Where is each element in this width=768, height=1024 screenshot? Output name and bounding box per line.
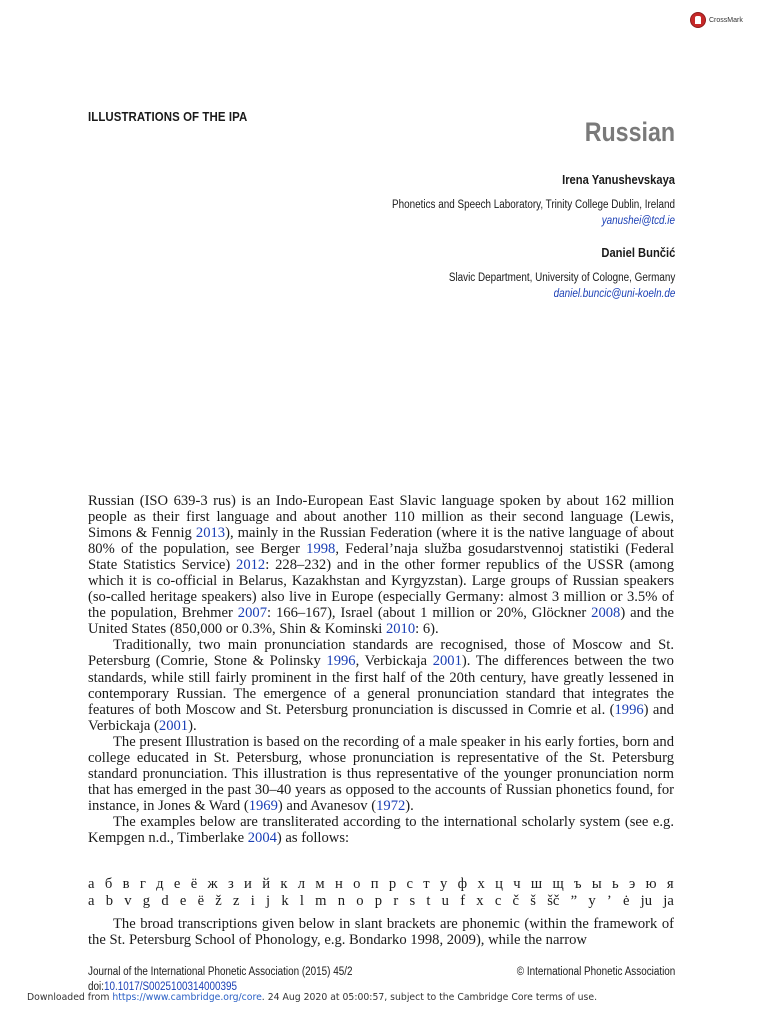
text-run: ) as follows: xyxy=(276,829,350,846)
citation-link[interactable]: 2009 xyxy=(446,932,476,949)
author-affiliation: Slavic Department, University of Cologne, Germany xyxy=(448,272,675,284)
letter-cell: ж xyxy=(207,876,218,892)
article-body xyxy=(88,493,674,846)
paragraph-5 xyxy=(88,916,674,948)
letter-cell: б xyxy=(104,876,113,892)
text-run: ), mainly in the Russian Federation (where it is the native language of about 80% of the population, see Berger xyxy=(88,525,674,558)
author-affiliation: Phonetics and Speech Laboratory, Trinity College Dublin, Ireland xyxy=(392,199,675,211)
section-label: ILLUSTRATIONS OF THE IPA xyxy=(88,109,248,124)
citation-link[interactable]: 2008 xyxy=(591,605,621,622)
letter-cell: č xyxy=(512,892,520,909)
crossmark-badge[interactable] xyxy=(690,12,743,28)
letter-cell: ë xyxy=(197,892,205,909)
letter-cell: к xyxy=(280,876,288,892)
citation-link[interactable]: 2001 xyxy=(158,717,189,734)
crossmark-icon xyxy=(690,12,706,28)
paragraph-4 xyxy=(88,814,674,846)
letter-cell: я xyxy=(666,876,674,892)
paragraph-1 xyxy=(88,493,674,637)
letter-cell: а xyxy=(88,876,95,892)
letter-cell: y xyxy=(588,892,596,909)
letter-cell: f xyxy=(460,892,466,909)
letter-cell: r xyxy=(393,892,399,909)
letter-cell: й xyxy=(262,876,270,892)
text-run: : 6). xyxy=(415,621,439,638)
letter-cell: ja xyxy=(663,892,674,909)
paragraph-3 xyxy=(88,734,674,814)
letter-cell: n xyxy=(337,892,346,909)
letter-cell: ” xyxy=(570,892,578,909)
author-block xyxy=(392,172,675,230)
letter-cell: ’ xyxy=(606,892,612,909)
download-suffix: . 24 Aug 2020 at 05:00:57, subject to the Cambridge Core terms of use. xyxy=(261,992,598,1003)
article-title: Russian xyxy=(584,117,675,147)
citation-link[interactable]: 2001 xyxy=(432,653,462,670)
author-name: Daniel Bunčić xyxy=(601,245,675,260)
letter-cell: д xyxy=(156,876,164,892)
letter-cell: t xyxy=(426,892,431,909)
letter-cell: ь xyxy=(612,876,619,892)
letter-cell: l xyxy=(299,892,304,909)
letter-cell: ė xyxy=(622,892,630,909)
text-run: , Verbickaja xyxy=(355,653,433,670)
letter-cell: ф xyxy=(457,876,468,892)
letter-cell: в xyxy=(122,876,130,892)
download-notice xyxy=(27,992,597,1003)
letter-cell: м xyxy=(315,876,325,892)
letter-cell: о xyxy=(353,876,361,892)
letter-cell: и xyxy=(244,876,252,892)
letter-cell: л xyxy=(297,876,306,892)
text-run: ) and Verbickaja ( xyxy=(88,701,674,734)
letter-cell: m xyxy=(315,892,327,909)
citation-link[interactable]: 1972 xyxy=(376,797,406,814)
citation-link[interactable]: 2012 xyxy=(236,557,266,574)
letter-cell: ё xyxy=(190,876,198,892)
citation-link[interactable]: 2007 xyxy=(237,605,267,622)
letter-cell: v xyxy=(124,892,132,909)
text-run: ) and the United States (850,000 or 0.3%, Shin & Kominski xyxy=(88,605,674,638)
citation-link[interactable]: 1969 xyxy=(248,797,278,814)
letter-cell: o xyxy=(356,892,364,909)
text-run: : 166–167), Israel (about 1 million or 20%, Glöckner xyxy=(266,605,592,622)
letter-cell: ю xyxy=(645,876,657,892)
citation-link[interactable]: 2013 xyxy=(195,525,226,542)
crossmark-label: CrossMark xyxy=(709,16,743,24)
letter-cell: š xyxy=(530,892,536,909)
letter-cell: c xyxy=(494,892,502,909)
paragraph-2 xyxy=(88,637,674,733)
letter-cell: ju xyxy=(640,892,653,909)
transliteration-table xyxy=(88,876,674,909)
letter-cell: u xyxy=(441,892,449,909)
letter-cell: ы xyxy=(591,876,602,892)
text-run: The broad transcriptions given below in slant brackets are phonemic (within the framework of the St. Petersburg School of Phonology, e.g. Bondarko xyxy=(88,916,674,949)
letter-cell: šč xyxy=(547,892,560,909)
text-run: ). The differences between the two standards, while still fairly prominent in the first half of the 20th century, have greatly lessened in contemporary Russian. The emergence of a general pronunciation standard that integrates the features of both Moscow and St. Petersburg pronunciation is discussed in Comrie et al. ( xyxy=(88,653,674,718)
text-run: ), while the narrow xyxy=(475,932,587,949)
doi-link[interactable]: 10.1017/S0025100314000395 xyxy=(103,981,238,993)
letter-cell: п xyxy=(370,876,379,892)
letter-cell: e xyxy=(179,892,187,909)
citation-link[interactable]: 1998 xyxy=(306,541,336,558)
text-run: , Federal’naja služba gosudarstvennoj statistiki (Federal State Statistics Service) xyxy=(88,541,674,574)
letter-cell: э xyxy=(629,876,636,892)
cyrillic-row xyxy=(88,876,674,893)
cambridge-core-link[interactable]: https://www.cambridge.org/core xyxy=(112,992,262,1003)
citation-link[interactable]: 1996 xyxy=(614,701,644,718)
letter-cell: d xyxy=(161,892,169,909)
citation-link[interactable]: 1998 xyxy=(410,932,440,949)
text-run: The present Illustration is based on the recording of a male speaker in his early forties, born and college educated in St. Petersburg, whose pronunciation is representative of the St. Petersburg standard pronunciation. This illustration is thus representative of the younger pronunciation norm that has emerged in the past 30–40 years as opposed to the accounts of Russian phonetics found, for instance, in Jones & Ward ( xyxy=(88,733,674,814)
letter-cell: a xyxy=(88,892,95,909)
letter-cell: ч xyxy=(513,876,521,892)
text-run: : 228–232) and in the other former republics of the USSR (among which it is co-official in Belarus, Kazakhstan and Kyrgyzstan). Large groups of Russian speakers (so-called heritage speakers) also live in Europe (especially Germany: almost 3 million or 3.5% of the population, Brehmer xyxy=(88,557,674,622)
article-body-continued xyxy=(88,916,674,948)
citation-link[interactable]: 2010 xyxy=(385,621,416,638)
letter-cell: з xyxy=(227,876,234,892)
letter-cell: b xyxy=(105,892,114,909)
letter-cell: z xyxy=(233,892,240,909)
author-email-link[interactable]: yanushei@tcd.ie xyxy=(601,215,675,227)
footer-journal: Journal of the International Phonetic Association (2015) 45/2 xyxy=(88,966,353,978)
author-email-link[interactable]: daniel.buncic@uni-koeln.de xyxy=(553,288,675,300)
author-block xyxy=(449,245,675,303)
letter-cell: ш xyxy=(530,876,543,892)
letter-cell: х xyxy=(477,876,485,892)
citation-link[interactable]: 2004 xyxy=(247,829,277,846)
footer-copyright: © International Phonetic Association xyxy=(516,966,675,978)
letter-cell: р xyxy=(388,876,397,892)
letter-cell: p xyxy=(374,892,383,909)
letter-cell: k xyxy=(281,892,289,909)
text-run: Russian (ISO 639-3 rus) is an Indo-European East Slavic language spoken by about 162 million people as their first language and about another 110 million as their second language (Lewis, Simons & Fennig xyxy=(88,493,674,542)
letter-cell: i xyxy=(250,892,255,909)
text-run: The examples below are transliterated according to the international scholarly system (see e.g. Kempgen n.d., Timberlake xyxy=(88,813,674,846)
doi-prefix: doi: xyxy=(88,981,104,993)
letter-cell: j xyxy=(266,892,271,909)
author-name: Irena Yanushevskaya xyxy=(562,172,675,187)
letter-cell: s xyxy=(409,892,416,909)
letter-cell: ž xyxy=(215,892,222,909)
letter-cell: ц xyxy=(495,876,503,892)
text-run: ). xyxy=(405,797,414,814)
letter-cell: g xyxy=(142,892,151,909)
text-run: ). xyxy=(188,717,197,734)
letter-cell: н xyxy=(334,876,343,892)
latin-row xyxy=(88,893,674,910)
letter-cell: с xyxy=(406,876,413,892)
download-prefix: Downloaded from xyxy=(27,992,113,1003)
letter-cell: у xyxy=(440,876,448,892)
letter-cell: x xyxy=(476,892,484,909)
text-run: ) and Avanesov ( xyxy=(277,797,377,814)
letter-cell: т xyxy=(423,876,430,892)
letter-cell: г xyxy=(139,876,146,892)
text-run: Traditionally, two main pronunciation standards are recognised, those of Moscow and St. Petersburg (Comrie, Stone & Polinsky xyxy=(88,637,674,670)
text-run: , xyxy=(439,932,447,949)
letter-cell: щ xyxy=(552,876,564,892)
citation-link[interactable]: 1996 xyxy=(326,653,356,670)
letter-cell: е xyxy=(173,876,181,892)
letter-cell: ъ xyxy=(574,876,582,892)
